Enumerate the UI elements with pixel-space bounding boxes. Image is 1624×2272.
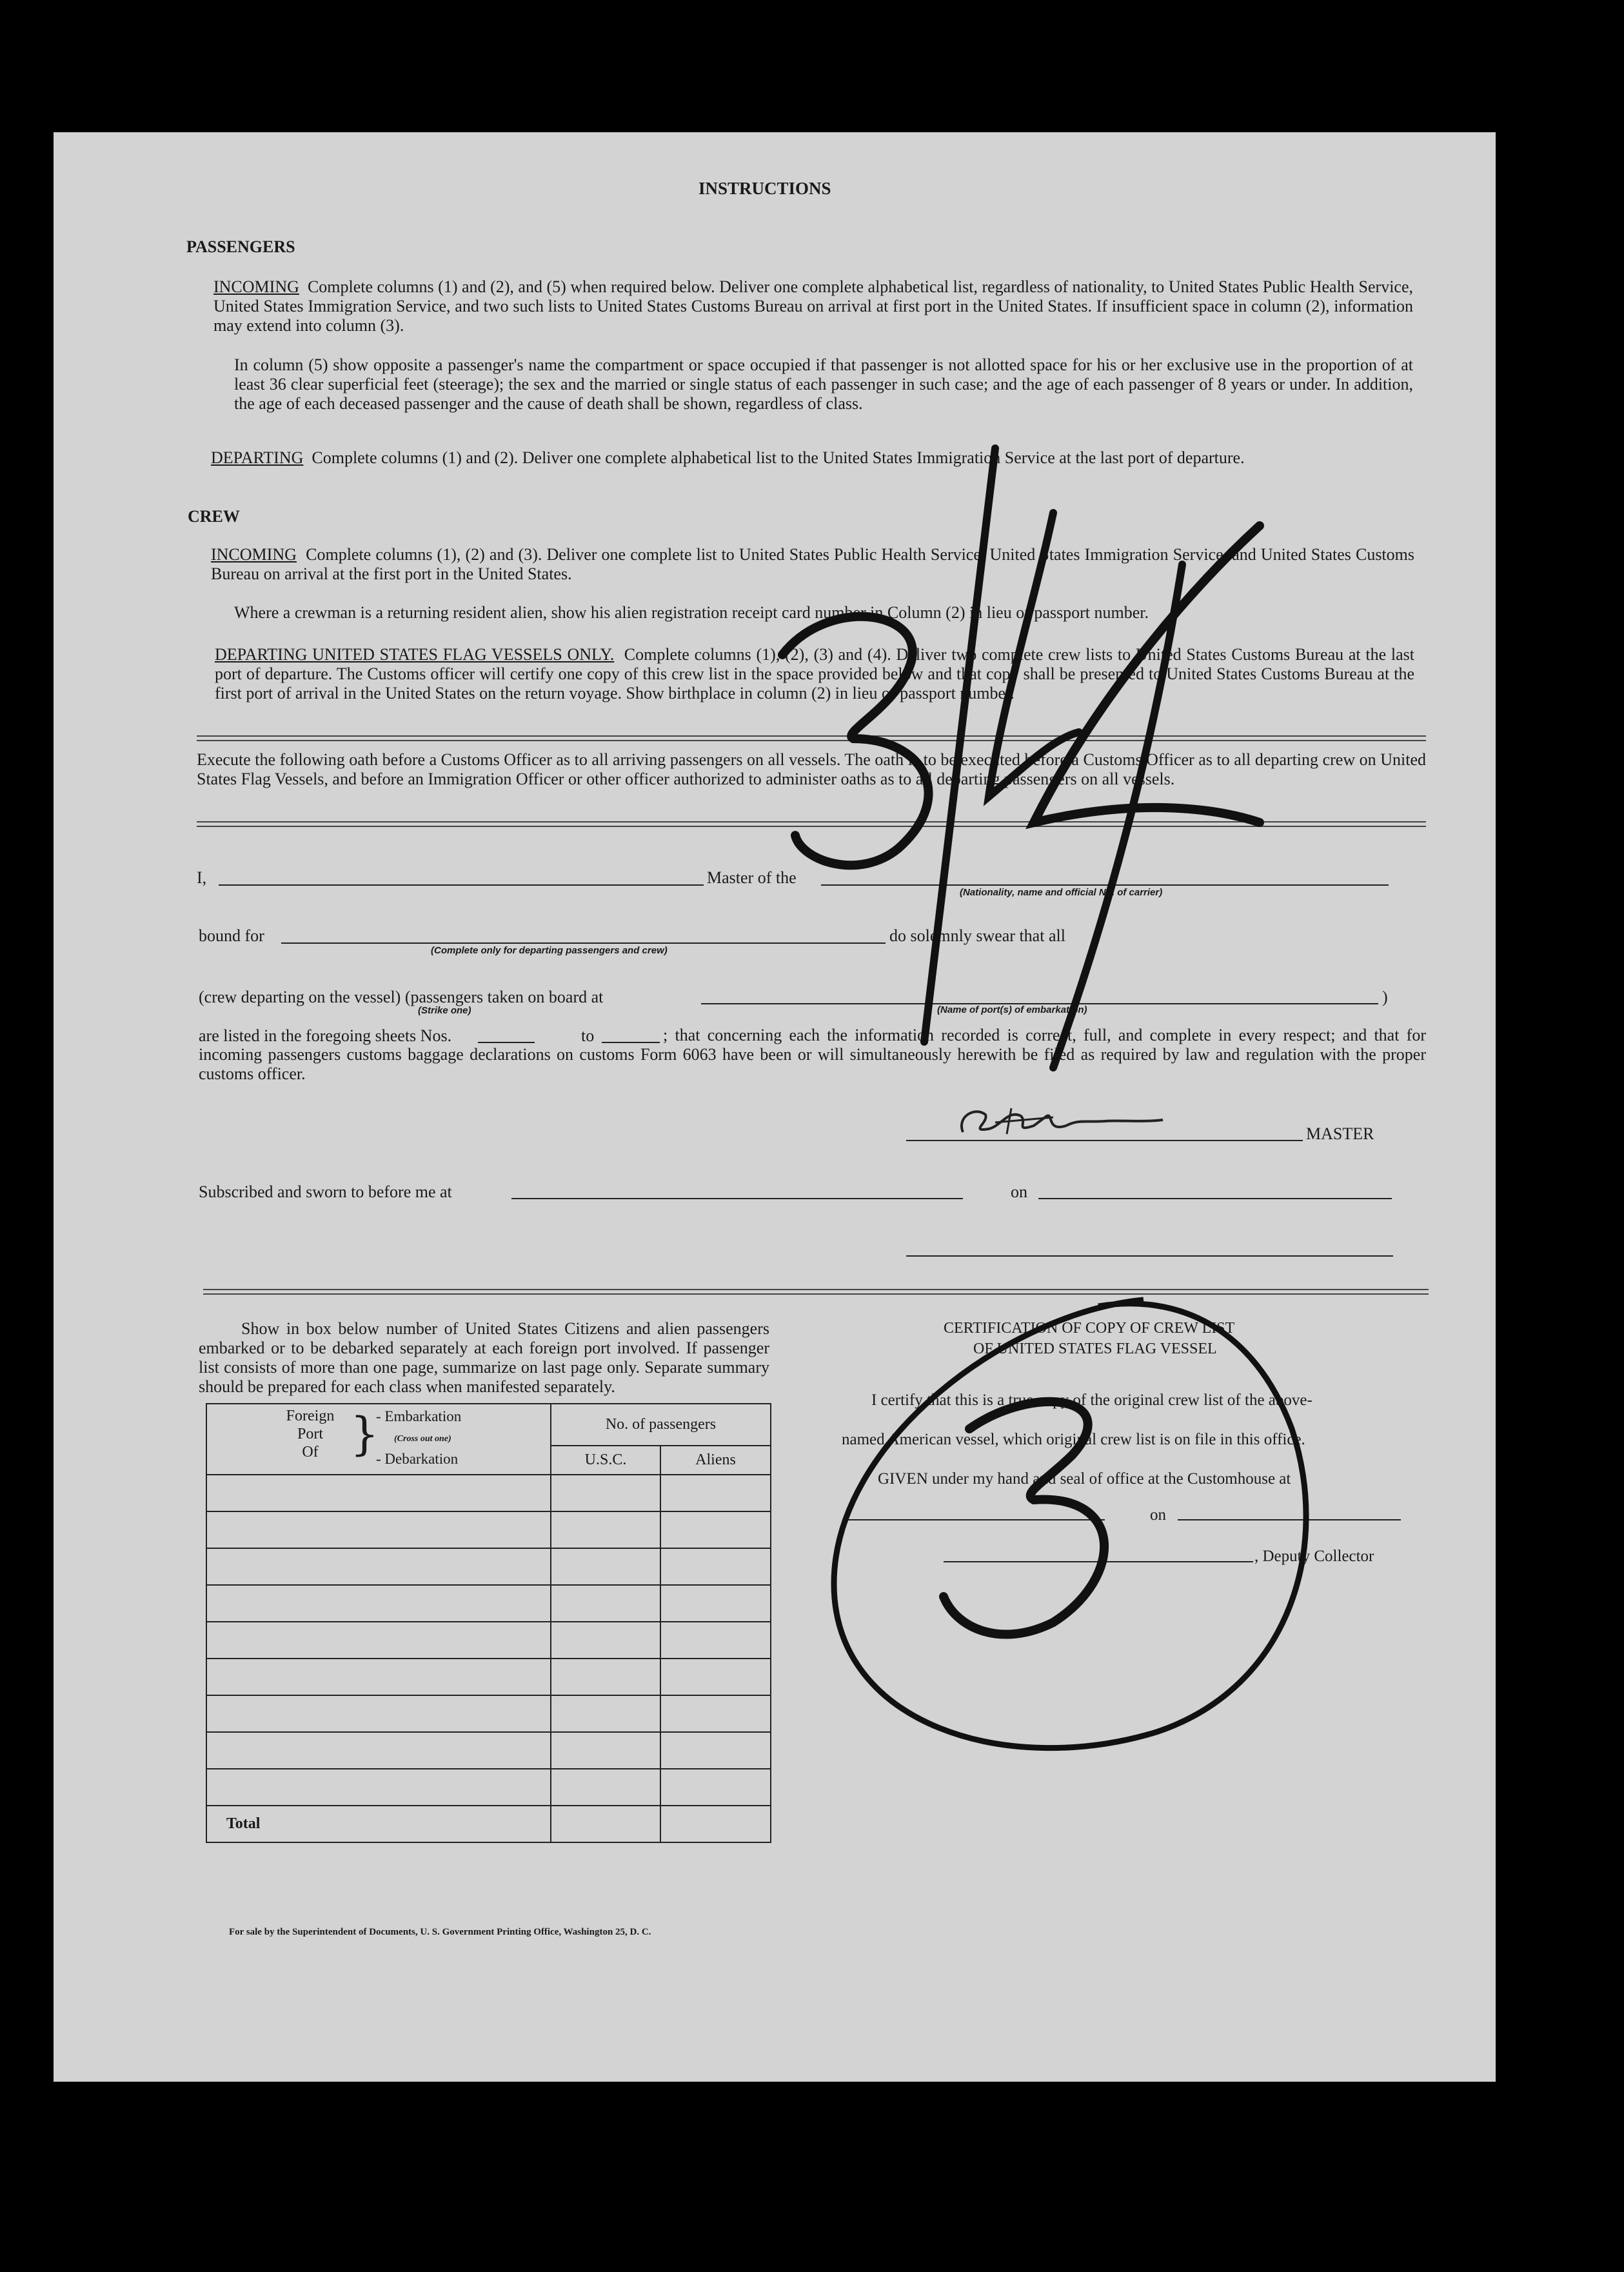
table-row <box>206 1585 771 1622</box>
handwritten-number <box>731 435 1279 1074</box>
listed-text: ; that concerning each the information recorded is correct, full, and complete in every respect; and that for incoming passengers customs baggage declarations on customs Form 6063 have been or will simultaneously herewith be filed as required by law and regulation with the proper customs officer. <box>199 1026 1426 1083</box>
aliens-cell[interactable] <box>660 1769 771 1806</box>
port-caption: (Name of port(s) of embarkation) <box>937 1004 1087 1015</box>
total-label: Total <box>206 1806 551 1842</box>
usc-cell[interactable] <box>551 1622 660 1659</box>
passengers-incoming-paragraph <box>213 277 1413 335</box>
master-signature <box>950 1103 1195 1142</box>
listed-label: are listed in the foregoing sheets Nos. <box>199 1026 452 1045</box>
crew-incoming-label: INCOMING <box>211 545 297 564</box>
deputy-collector-label: , Deputy Collector <box>1254 1548 1374 1565</box>
table-row <box>206 1475 771 1511</box>
crew-resident-paragraph: Where a crewman is a returning resident alien, show his alien registration receipt card number in Column (2) in lieu of passport number. <box>234 603 1149 622</box>
no-passengers-header: No. of passengers <box>551 1404 771 1446</box>
master-of-label: Master of the <box>707 868 797 887</box>
aliens-cell[interactable] <box>660 1695 771 1732</box>
port-cell[interactable] <box>206 1548 551 1585</box>
passenger-summary-table <box>206 1403 771 1843</box>
aliens-cell[interactable] <box>660 1659 771 1695</box>
bound-for-label: bound for <box>199 926 264 945</box>
passengers-column5-paragraph: In column (5) show opposite a passenger's name the compartment or space occupied if that passenger is not allotted space for his or her exclusive use in the proportion of at least 36 clear superficial feet (steerage); the sex and the married or single status of each passenger in such case; and the age of each passenger of 8 years or under. In addition, the age of each deceased passenger and the cause of death shall be shown, regardless of class. <box>234 355 1413 413</box>
port-cell[interactable] <box>206 1511 551 1548</box>
usc-cell[interactable] <box>551 1511 660 1548</box>
usc-cell[interactable] <box>551 1695 660 1732</box>
port-cell[interactable] <box>206 1695 551 1732</box>
crew-departing-label: DEPARTING UNITED STATES FLAG VESSELS ONLY. <box>215 645 615 664</box>
port-cell[interactable] <box>206 1475 551 1511</box>
aliens-header: Aliens <box>660 1446 771 1475</box>
to-label: to <box>581 1026 595 1045</box>
summary-instructions: Show in box below number of United States Citizens and alien passengers embarked or to be debarked separately at each foreign port involved. If passenger list consists of more than one page, summarize on last page only. Separate summary should be prepared for each class when manifested separately. <box>199 1319 769 1396</box>
oath-i-label: I, <box>197 868 207 887</box>
certify-line-1: I certify that this is a true copy of the original crew list of the above- <box>871 1391 1312 1409</box>
printing-office-footer: For sale by the Superintendent of Documents, U. S. Government Printing Office, Washington 25, D. C. <box>229 1927 651 1937</box>
table-row <box>206 1622 771 1659</box>
of-label: Of <box>302 1444 319 1460</box>
usc-cell[interactable] <box>551 1769 660 1806</box>
table-row <box>206 1695 771 1732</box>
carrier-caption: (Nationality, name and official No. of carrier) <box>960 887 1163 898</box>
bound-caption: (Complete only for departing passengers and crew) <box>431 945 668 956</box>
table-row <box>206 1769 771 1806</box>
port-cell[interactable] <box>206 1732 551 1769</box>
table-row <box>206 1659 771 1695</box>
table-row <box>206 1548 771 1585</box>
port-label: Port <box>297 1426 323 1442</box>
total-row <box>206 1806 771 1842</box>
aliens-cell[interactable] <box>660 1511 771 1548</box>
master-label: MASTER <box>1306 1124 1374 1143</box>
aliens-cell[interactable] <box>660 1475 771 1511</box>
certify-line-2: named American vessel, which original crew list is on file in this office. <box>842 1431 1305 1448</box>
aliens-cell[interactable] <box>660 1585 771 1622</box>
aliens-total-cell[interactable] <box>660 1806 771 1842</box>
page-title: INSTRUCTIONS <box>698 179 831 198</box>
port-cell[interactable] <box>206 1769 551 1806</box>
certification-title-2: OF UNITED STATES FLAG VESSEL <box>973 1340 1217 1357</box>
usc-cell[interactable] <box>551 1659 660 1695</box>
officer-signature-line[interactable] <box>906 1255 1393 1257</box>
usc-cell[interactable] <box>551 1475 660 1511</box>
port-cell[interactable] <box>206 1659 551 1695</box>
swear-label: do solemnly swear that all <box>889 926 1065 945</box>
certification-title-1: CERTIFICATION OF COPY OF CREW LIST <box>944 1320 1235 1337</box>
port-cell[interactable] <box>206 1622 551 1659</box>
subscribed-date-field[interactable] <box>1038 1198 1392 1199</box>
usc-cell[interactable] <box>551 1732 660 1769</box>
on-label: on <box>1011 1182 1027 1201</box>
crew-incoming-text: Complete columns (1), (2) and (3). Deliver one complete list to United States Public Health Service, United States Immigration Service, and United States Customs Bureau on arrival at the first port in the United States. <box>211 545 1414 583</box>
certify-line-3: GIVEN under my hand and seal of office at the Customhouse at <box>878 1470 1291 1488</box>
aliens-cell[interactable] <box>660 1548 771 1585</box>
aliens-cell[interactable] <box>660 1732 771 1769</box>
aliens-cell[interactable] <box>660 1622 771 1659</box>
passengers-incoming-label: INCOMING <box>213 277 299 296</box>
usc-cell[interactable] <box>551 1548 660 1585</box>
crew-heading: CREW <box>188 507 240 526</box>
passengers-heading: PASSENGERS <box>186 237 295 256</box>
close-paren: ) <box>1382 988 1388 1006</box>
master-name-field[interactable] <box>219 884 704 886</box>
foreign-label: Foreign <box>286 1408 335 1424</box>
port-cell[interactable] <box>206 1585 551 1622</box>
debarkation-label: - Debarkation <box>376 1451 459 1467</box>
port-header-cell <box>206 1404 551 1475</box>
strike-caption: (Strike one) <box>418 1005 471 1016</box>
usc-cell[interactable] <box>551 1585 660 1622</box>
passengers-departing-label: DEPARTING <box>211 448 304 467</box>
usc-header: U.S.C. <box>551 1446 660 1475</box>
subscribed-label: Subscribed and sworn to before me at <box>199 1182 452 1201</box>
table-row <box>206 1732 771 1769</box>
embarkation-label: - Embarkation <box>376 1408 462 1424</box>
crew-departing-text: Complete columns (1), (2), (3) and (4). Deliver two complete crew lists to United States Customs Bureau at the last port of departure. The Customs officer will certify one copy of this crew list in the space provided below and that copy shall be presented to United States Customs Bureau at the first port of arrival in the United States on the return voyage. Show birthplace in column (2) in lieu of passport number. <box>215 645 1414 703</box>
brace: } <box>350 1408 379 1460</box>
crew-passengers-label: (crew departing on the vessel) (passengers taken on board at <box>199 988 604 1006</box>
oath-intro: Execute the following oath before a Customs Officer as to all arriving passengers on all vessels. The oath is to be executed before a Customs Officer as to all departing crew on United States Flag Vessels, and before an Immigration Officer or other officer authorized to administer oaths as to all departing passengers on all vessels. <box>197 750 1426 788</box>
cross-out-caption: (Cross out one) <box>394 1434 451 1444</box>
subscribed-place-field[interactable] <box>511 1198 963 1199</box>
circled-number <box>763 1287 1389 1777</box>
usc-total-cell[interactable] <box>551 1806 660 1842</box>
table-row <box>206 1511 771 1548</box>
passengers-incoming-text: Complete columns (1) and (2), and (5) when required below. Deliver one complete alphabetical list, regardless of nationality, to United States Public Health Service, United States Immigration Service, and two such lists to United States Customs Bureau on arrival at first port in the United States. If insufficient space in column (2), information may extend into column (3). <box>213 277 1414 335</box>
cert-on-label: on <box>1150 1506 1166 1524</box>
form-page <box>54 132 1496 2082</box>
passengers-departing-text: Complete columns (1) and (2). Deliver one complete alphabetical list to the United States Immigration Service at the last port of departure. <box>312 448 1245 467</box>
